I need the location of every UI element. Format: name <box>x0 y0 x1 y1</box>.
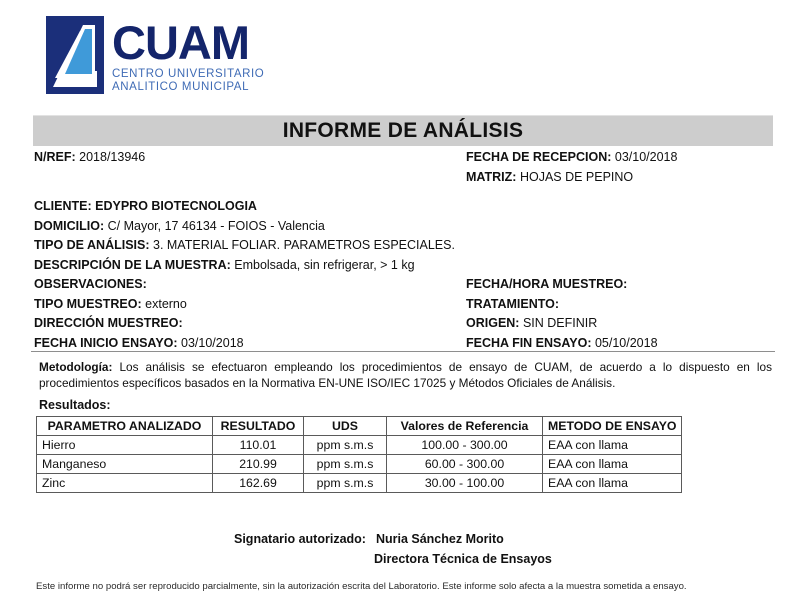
signature-block <box>234 529 552 569</box>
info-row-domicilio <box>34 219 774 239</box>
monogram-swoosh-shape <box>53 25 97 87</box>
fecha-recepcion-label: FECHA DE RECEPCION: <box>466 150 612 164</box>
cell-uds: ppm s.m.s <box>304 474 387 493</box>
domicilio-value: C/ Mayor, 17 46134 - FOIOS - Valencia <box>107 218 325 233</box>
logo-wordmark: CUAM <box>112 16 249 69</box>
field-fecha-recepcion <box>466 150 677 164</box>
cell-uds: ppm s.m.s <box>304 436 387 455</box>
cell-metodo: EAA con llama <box>543 436 682 455</box>
nref-label: N/REF: <box>34 150 76 164</box>
tipo-muestreo-value: externo <box>145 296 187 311</box>
col-header-resultado: RESULTADO <box>213 417 304 436</box>
cuam-monogram-icon <box>46 16 104 94</box>
observaciones-label: OBSERVACIONES: <box>34 277 147 291</box>
cell-referencia: 100.00 - 300.00 <box>387 436 543 455</box>
fecha-inicio-label: FECHA INICIO ENSAYO: <box>34 335 178 350</box>
report-info-block <box>34 150 774 355</box>
methodology-text: Los análisis se efectuaron empleando los procedimientos de ensayo de CUAM, de acuerdo a lo dispuesto en los procedimientos específicos basados en la Normativa EN-UNE ISO/IEC 17025 y Métodos Oficiales de Análisis. <box>39 360 772 390</box>
field-origen <box>466 316 597 330</box>
domicilio-label: DOMICILIO: <box>34 218 105 233</box>
results-label: Resultados: <box>39 398 111 412</box>
col-header-parametro: PARAMETRO ANALIZADO <box>37 417 213 436</box>
tipo-muestreo-label: TIPO MUESTREO: <box>34 296 142 311</box>
cell-resultado: 162.69 <box>213 474 304 493</box>
cliente-value: EDYPRO BIOTECNOLOGIA <box>95 199 257 213</box>
info-spacer <box>34 189 774 199</box>
logo-subtitle-line-2: ANALITICO MUNICIPAL <box>112 81 250 93</box>
direccion-muestreo-label: DIRECCIÓN MUESTREO: <box>34 316 183 330</box>
col-header-metodo: METODO DE ENSAYO <box>543 417 682 436</box>
fecha-recepcion-value: 03/10/2018 <box>614 150 678 164</box>
cuam-logo <box>46 16 264 94</box>
info-row-tipo-analisis <box>34 238 774 258</box>
cell-parametro: Manganeso <box>37 455 213 474</box>
methodology-label: Metodología: <box>39 360 113 374</box>
descripcion-label: DESCRIPCIÓN DE LA MUESTRA: <box>34 257 231 272</box>
tipo-analisis-label: TIPO DE ANÁLISIS: <box>34 238 150 252</box>
cell-metodo: EAA con llama <box>543 474 682 493</box>
info-row-descripcion <box>34 258 774 278</box>
field-tipo-muestreo <box>34 297 187 311</box>
cell-referencia: 60.00 - 300.00 <box>387 455 543 474</box>
info-row-fechas-ensayo <box>34 336 774 356</box>
descripcion-value: Embolsada, sin refrigerar, > 1 kg <box>234 257 415 272</box>
section-divider <box>31 351 775 352</box>
field-direccion-muestreo <box>34 316 183 330</box>
field-cliente <box>34 199 257 213</box>
footer-disclaimer: Este informe no podrá ser reproducido parcialmente, sin la autorización escrita del Laboratorio. Este informe solo afecta a la muestra sometida a ensayo. <box>36 581 687 592</box>
fecha-fin-value: 05/10/2018 <box>594 335 658 350</box>
cell-resultado: 110.01 <box>213 436 304 455</box>
table-row <box>37 474 682 493</box>
fecha-fin-label: FECHA FIN ENSAYO: <box>466 335 592 350</box>
signature-line-1 <box>234 529 552 549</box>
page-title: INFORME DE ANÁLISIS <box>282 119 524 142</box>
logo-subtitle-line-1: CENTRO UNIVERSITARIO <box>112 68 265 80</box>
col-header-uds: UDS <box>304 417 387 436</box>
origen-value: SIN DEFINIR <box>522 316 598 330</box>
matriz-value: HOJAS DE PEPINO <box>519 169 634 184</box>
tratamiento-label: TRATAMIENTO: <box>466 296 560 311</box>
info-row-tipo-muestreo-tratamiento <box>34 297 774 317</box>
info-row-nref-recepcion <box>34 150 774 170</box>
fecha-inicio-value: 03/10/2018 <box>181 335 244 350</box>
info-row-observaciones-muestreo <box>34 277 774 297</box>
table-row <box>37 436 682 455</box>
field-matriz <box>466 170 633 184</box>
cell-uds: ppm s.m.s <box>304 455 387 474</box>
field-tratamiento <box>466 297 559 311</box>
field-descripcion <box>34 258 415 272</box>
field-fecha-inicio <box>34 336 244 350</box>
logo-wordmark-block <box>112 16 264 94</box>
field-domicilio <box>34 219 325 233</box>
field-fecha-fin <box>466 336 658 350</box>
cell-metodo: EAA con llama <box>543 455 682 474</box>
table-row <box>37 455 682 474</box>
table-header-row <box>37 417 682 436</box>
matriz-label: MATRIZ: <box>466 169 517 184</box>
methodology-paragraph <box>39 360 772 391</box>
info-row-matriz <box>34 170 774 190</box>
cell-referencia: 30.00 - 100.00 <box>387 474 543 493</box>
origen-label: ORIGEN: <box>466 316 520 330</box>
signature-label: Signatario autorizado: <box>234 532 366 546</box>
nref-value: 2018/13946 <box>79 150 146 164</box>
fecha-hora-muestreo-label: FECHA/HORA MUESTREO: <box>466 277 628 291</box>
info-row-cliente <box>34 199 774 219</box>
field-observaciones <box>34 277 147 291</box>
info-row-direccion-origen <box>34 316 774 336</box>
cell-parametro: Zinc <box>37 474 213 493</box>
cliente-label: CLIENTE: <box>34 199 92 213</box>
results-table <box>36 416 682 493</box>
cell-parametro: Hierro <box>37 436 213 455</box>
field-nref <box>34 150 145 164</box>
signature-role: Directora Técnica de Ensayos <box>374 552 552 566</box>
cell-resultado: 210.99 <box>213 455 304 474</box>
tipo-analisis-value: 3. MATERIAL FOLIAR. PARAMETROS ESPECIALES. <box>153 238 455 252</box>
field-tipo-analisis <box>34 238 455 252</box>
signature-name: Nuria Sánchez Morito <box>375 532 504 546</box>
field-fecha-hora-muestreo <box>466 277 627 291</box>
col-header-referencia: Valores de Referencia <box>387 417 543 436</box>
report-title-bar <box>33 115 773 146</box>
